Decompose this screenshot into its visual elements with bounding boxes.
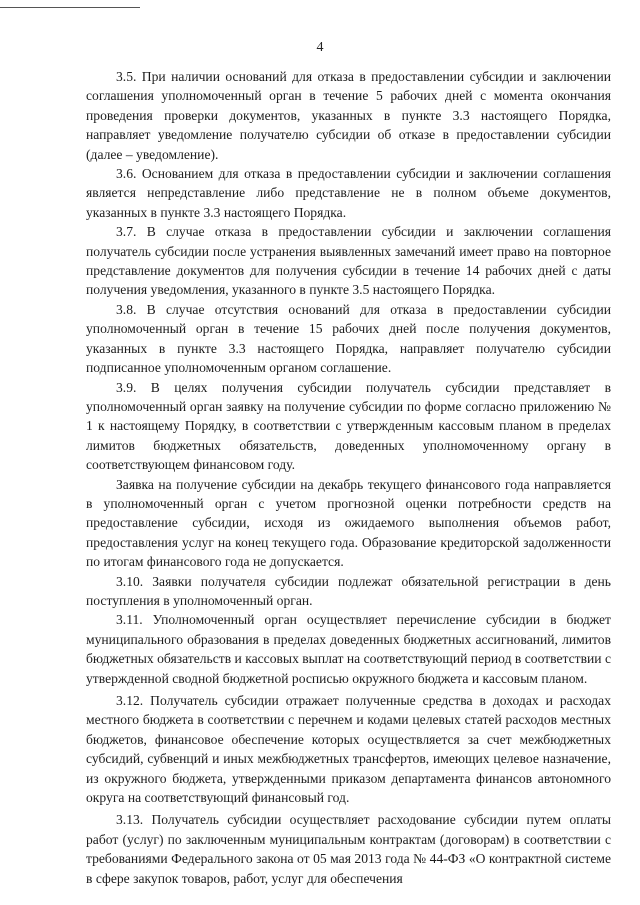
paragraph-3-12: 3.12. Получатель субсидии отражает полученные средства в доходах и расходах местного бюджета в соответствии с перечнем и кодами целевых статей расходов местных бюджетов, финансовое обеспечение которых осуществляется за счет межбюджетных субсидий, субвенций и иных межбюджетных трансфертов, имеющих целевое назначение, из окружного бюджета, утвержденными приказом департамента финансов автономного округа на соответствующий финансовый год. xyxy=(86,693,611,806)
paragraph-3-8: 3.8. В случае отсутствия оснований для отказа в предоставлении субсидии уполномоченный орган в течение 15 рабочих дней после получения документов, указанных в пункте 3.3 настоящего Порядка, направляет получателю субсидии подписанное уполномоченным органом соглашение. xyxy=(86,301,611,376)
paragraph-3-5: 3.5. При наличии оснований для отказа в предоставлении субсидии и заключении соглашения уполномоченный орган в течение 5 рабочих дней с момента окончания проведения проверки документов, указанных в пункте 3.3 настоящего Порядка, направляет уведомление получателю субсидии об отказе в предоставлении субсидии (далее – уведомление). xyxy=(86,69,611,162)
paragraph-3-7: 3.7. В случае отказа в предоставлении субсидии и заключении соглашения получатель субсидии после устранения выявленных замечаний имеет право на повторное представление документов для получения субсидии в течение 14 рабочих дней с даты получения уведомления, указанного в пункте 3.5 настоящего Порядка. xyxy=(86,224,611,298)
paragraph-3-10: 3.10. Заявки получателя субсидии подлежат обязательной регистрации в день поступления в уполномоченный орган. xyxy=(86,573,611,608)
paragraph-3-6: 3.6. Основанием для отказа в предоставлении субсидии и заключении соглашения является непредставление либо представление не в полном объеме документов, указанных в пункте 3.3 настоящего Порядка. xyxy=(86,166,611,220)
document-body xyxy=(86,67,611,888)
paragraph-3-9: 3.9. В целях получения субсидии получатель субсидии представляет в уполномоченный орган заявку на получение субсидии по форме согласно приложению № 1 к настоящему Порядку, в соответствии с утвержденным кассовым планом в пределах лимитов бюджетных обязательств, доведенных уполномоченному органу в соответствующем финансовом году. xyxy=(86,379,611,473)
paragraph-3-13: 3.13. Получатель субсидии осуществляет расходование субсидии путем оплаты работ (услуг) по заключенным муниципальным контрактам (договорам) в соответствии с требованиями Федерального закона от 05 мая 2013 года № 44-ФЗ «О контрактной системе в сфере закупок товаров, работ, услуг для обеспечения xyxy=(86,812,611,886)
paragraph-3-11: 3.11. Уполномоченный орган осуществляет перечисление субсидии в бюджет муниципального образования в пределах доведенных бюджетных ассигнований, лимитов бюджетных обязательств и кассовых выплат на соответствующий период в соответствии с утвержденной сводной бюджетной росписью окружного бюджета и кассовым планом. xyxy=(86,612,611,686)
paragraph-december-request: Заявка на получение субсидии на декабрь текущего финансового года направляется в уполномоченный орган с учетом прогнозной оценки потребности средств на предоставление субсидии, исходя из ожидаемого выполнения объемов работ, предоставления услуг на конец текущего года. Образование кредиторской задолженности по итогам финансового года не допускается. xyxy=(86,476,611,570)
top-rule xyxy=(0,7,140,8)
page-number: 4 xyxy=(316,40,324,55)
